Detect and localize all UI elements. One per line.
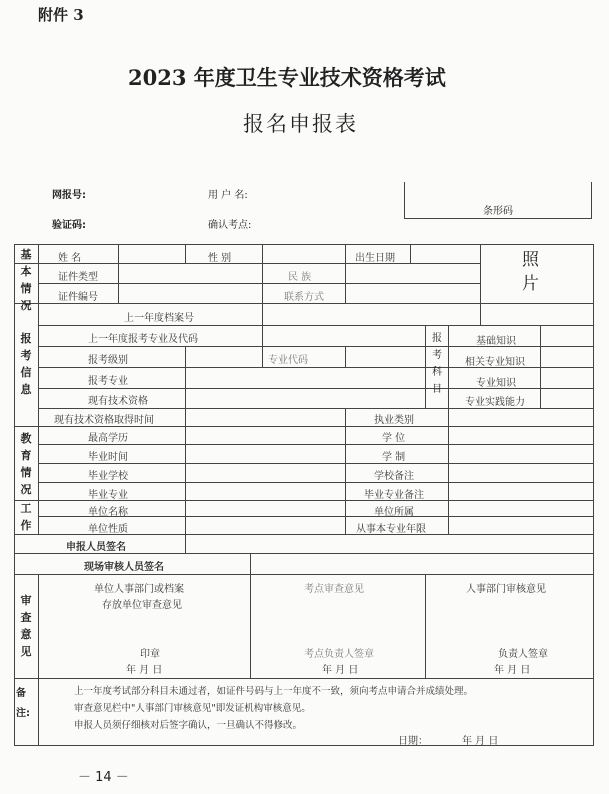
section-edu: 教育情况 [20,432,32,496]
page-number: － 14 － [78,770,129,785]
birth-label: 出生日期 [355,253,395,264]
unit-belong-label: 单位所属 [374,507,414,518]
school-note-label: 学校备注 [374,471,414,482]
id-type-label: 证件类型 [58,272,98,283]
archive-no-label: 上一年度档案号 [124,313,194,324]
practice-type-label: 执业类别 [374,415,414,426]
subject-3: 专业知识 [476,378,516,389]
section-remark: 备注: [16,688,30,719]
system-label: 学 制 [382,452,406,463]
current-qual-label: 现有技术资格 [88,396,148,407]
confirm-label: 确认考点: [208,220,252,231]
subject-4: 专业实践能力 [465,397,525,408]
review-col2: 考点审查意见 [304,584,364,595]
last-major-label: 上一年度报考专业及代码 [88,334,198,345]
section-basic: 基本情况 [20,248,32,312]
unit-nature-label: 单位性质 [88,524,128,535]
gender-label: 性 别 [208,253,232,264]
user-label: 用 户 名: [208,190,248,201]
review-col3: 人事部门审核意见 [466,584,546,595]
net-no-label: 网报号: [52,190,86,201]
site-sign-label: 考点负责人签章 [304,649,374,660]
name-label: 姓 名 [58,253,82,264]
section-subjects: 报考科目 [432,333,442,395]
review-date-2: 年 月 日 [322,665,359,676]
note-1: 上一年度考试部分科目未通过者，如证件号码与上一年度不一致，须向考点申请合并成绩处理。 [74,686,474,697]
review-col1-line1: 单位人事部门或档案 [94,584,184,595]
level-label: 报考级别 [88,355,128,366]
review-date-1: 年 月 日 [126,665,163,676]
major-label: 报考专业 [88,376,128,387]
section-work: 工作 [20,502,32,532]
ethnicity-label: 民 族 [288,272,312,283]
section-review: 审查意见 [20,594,32,658]
date-label: 日期： [398,736,428,747]
applicant-sign-label: 申报人员签名 [66,542,126,553]
grad-major-label: 毕业专业 [88,490,128,501]
unit-name-label: 单位名称 [88,507,128,518]
highest-edu-label: 最高学历 [88,433,128,444]
subject-2: 相关专业知识 [465,357,525,368]
degree-label: 学 位 [382,433,406,444]
contact-label: 联系方式 [284,292,324,303]
id-no-label: 证件编号 [58,292,98,303]
attachment-label: 附件 3 [38,6,84,24]
major-note-label: 毕业专业备注 [364,490,424,501]
head-sign-label: 负责人签章 [498,649,548,660]
barcode-label: 条形码 [483,206,513,217]
note-3: 申报人员须仔细核对后签字确认，一旦确认不得修改。 [74,720,303,731]
qual-time-label: 现有技术资格取得时间 [54,415,154,426]
section-apply: 报考信息 [20,332,32,396]
review-date-3: 年 月 日 [494,665,531,676]
verify-label: 验证码: [52,220,86,231]
grad-time-label: 毕业时间 [88,452,128,463]
school-label: 毕业学校 [88,471,128,482]
date-parts: 年 月 日 [462,736,499,747]
review-col1-line2: 存放单位审查意见 [102,600,182,611]
subject-1: 基础知识 [476,336,516,347]
photo-label: 照片 [522,250,539,294]
years-label: 从事本专业年限 [356,524,426,535]
page-title: 2023 年度卫生专业技术资格考试 [128,65,446,90]
page-subtitle: 报名申报表 [243,112,358,136]
onsite-sign-label: 现场审核人员签名 [84,562,164,573]
seal-label: 印章 [140,649,160,660]
note-2: 审查意见栏中"人事部门审核意见"即发证机构审核意见。 [74,703,311,714]
barcode-box [404,182,592,219]
major-code-label: 专业代码 [268,355,308,366]
